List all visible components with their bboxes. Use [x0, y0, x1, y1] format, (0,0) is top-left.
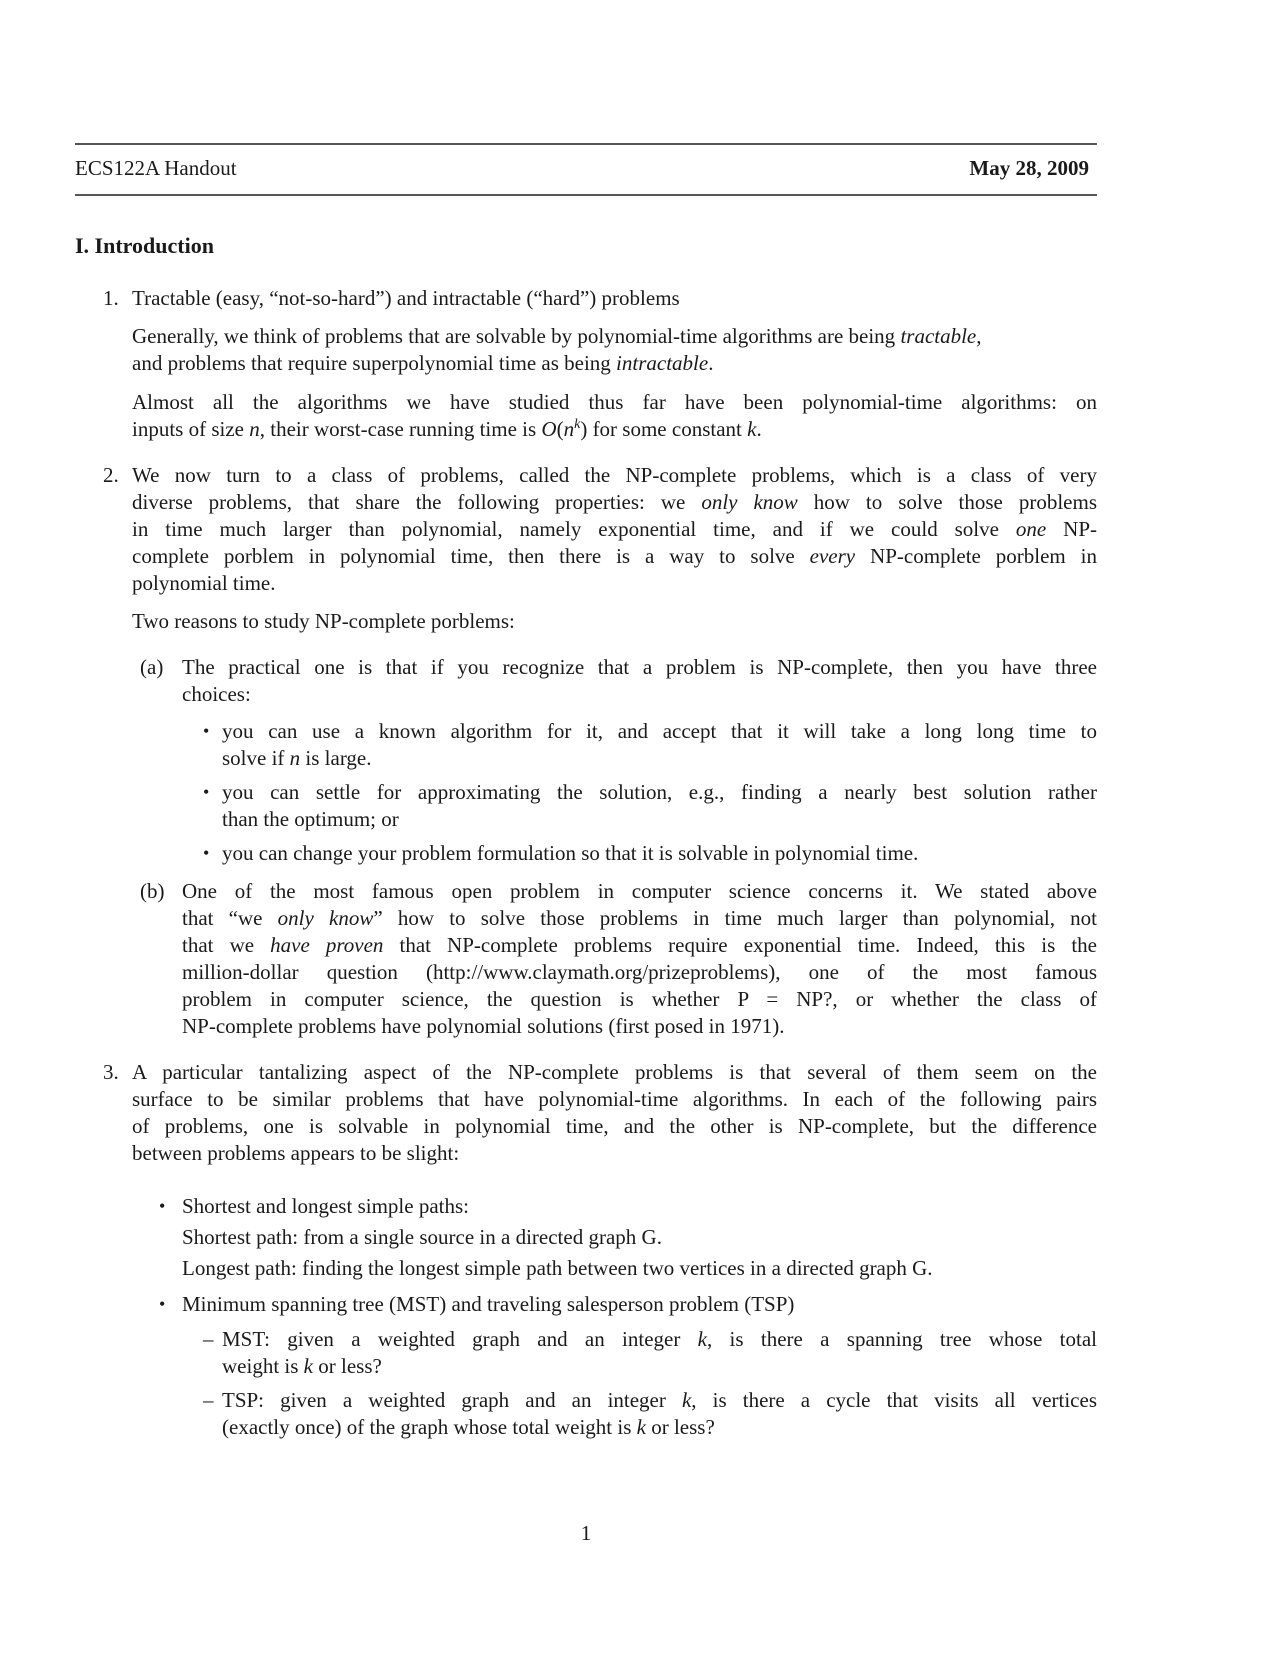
- item-2a-bullet-2-line-1: you can settle for approximating the solution, e.g., finding a nearly best solution rather: [222, 780, 1097, 804]
- bullet-dot: •: [203, 721, 210, 741]
- item-3-tsp-line-1: TSP: given a weighted graph and an integer k, is there a cycle that visits all vertices: [222, 1388, 1097, 1412]
- bullet-dot: •: [159, 1294, 166, 1314]
- item-3-bullet-1-title: Shortest and longest simple paths:: [182, 1194, 469, 1218]
- item-3-bullet-1-line-2: Shortest path: from a single source in a directed graph G.: [182, 1225, 662, 1249]
- item-3-bullet-2-title: Minimum spanning tree (MST) and traveling salesperson problem (TSP): [182, 1292, 795, 1316]
- item-1-paragraph-2: Almost all the algorithms we have studied thus far have been polynomial-time algorithms: on: [132, 390, 1097, 414]
- header-top-rule: [75, 143, 1097, 145]
- item-3-mst-line-2: weight is k or less?: [222, 1354, 382, 1378]
- bullet-dot: •: [159, 1196, 166, 1216]
- item-2-line-2: diverse problems, that share the following properties: we only know how to solve those problems: [132, 490, 1098, 514]
- document-page: [75, 0, 1097, 1656]
- item-2b-line-1: One of the most famous open problem in computer science concerns it. We stated above: [182, 879, 1097, 903]
- item-1-number: 1.: [103, 286, 119, 310]
- item-3-line-4: between problems appears to be slight:: [132, 1141, 460, 1165]
- item-2-number: 2.: [103, 463, 119, 487]
- item-1-paragraph-2-line-2: inputs of size n, their worst-case running time is $O(n^k)$ for some constant k.: [132, 417, 762, 441]
- item-2a-bullet-3: you can change your problem formulation so that it is solvable in polynomial time.: [222, 841, 919, 865]
- item-2-line-5: polynomial time.: [132, 571, 276, 595]
- bullet-dot: •: [203, 843, 210, 863]
- item-2b-line-3: that we have proven that NP-complete problems require exponential time. Indeed, this is the: [182, 933, 1098, 957]
- item-2b-line-5: problem in computer science, the question is whether P = NP?, or whether the class of: [182, 987, 1097, 1011]
- page-number: 1: [580, 1521, 592, 1545]
- item-3-number: 3.: [103, 1060, 119, 1084]
- header-bottom-rule: [75, 194, 1097, 196]
- item-2-reasons-intro: Two reasons to study NP-complete porblems:: [132, 609, 515, 633]
- header-course: ECS122A Handout: [75, 156, 237, 180]
- item-2b-line-6: NP-complete problems have polynomial solutions (first posed in 1971).: [182, 1014, 785, 1038]
- item-1-paragraph-1: Generally, we think of problems that are solvable by polynomial-time algorithms are being tractable,: [132, 324, 982, 348]
- item-3-line-2: surface to be similar problems that have polynomial-time algorithms. In each of the following pairs: [132, 1087, 1097, 1111]
- item-2a-line-2: choices:: [182, 682, 251, 706]
- header-date: May 28, 2009: [969, 156, 1089, 180]
- item-2-line-1: We now turn to a class of problems, called the NP-complete problems, which is a class of very: [132, 463, 1097, 487]
- item-2a-line-1: The practical one is that if you recognize that a problem is NP-complete, then you have three: [182, 655, 1097, 679]
- item-1-heading: Tractable (easy, “not-so-hard”) and intractable (“hard”) problems: [132, 286, 680, 310]
- item-2a-label: (a): [140, 655, 164, 679]
- item-1-paragraph-1-line-2: and problems that require superpolynomial time as being intractable.: [132, 351, 714, 375]
- item-3-bullet-1-line-3: Longest path: finding the longest simple path between two vertices in a directed graph G.: [182, 1256, 933, 1280]
- item-2a-bullet-2-line-2: than the optimum; or: [222, 807, 399, 831]
- item-3-tsp-line-2: (exactly once) of the graph whose total weight is k or less?: [222, 1415, 715, 1439]
- item-3-line-1: A particular tantalizing aspect of the NP-complete problems is that several of them seem on the: [132, 1060, 1097, 1084]
- item-2b-line-4: million-dollar question (http://www.claymath.org/prizeproblems), one of the most famous: [182, 960, 1097, 984]
- section-title: I. Introduction: [75, 233, 214, 258]
- item-2b-line-2: that “we only know” how to solve those problems in time much larger than polynomial, not: [182, 906, 1097, 930]
- item-2-line-3: in time much larger than polynomial, namely exponential time, and if we could solve one NP-: [132, 517, 1097, 541]
- dash-marker: –: [203, 1327, 214, 1351]
- item-2-line-4: complete porblem in polynomial time, then there is a way to solve every NP-complete porblem in: [132, 544, 1098, 568]
- item-2b-label: (b): [140, 879, 165, 903]
- item-3-mst-line-1: MST: given a weighted graph and an integer k, is there a spanning tree whose total: [222, 1327, 1097, 1351]
- item-3-line-3: of problems, one is solvable in polynomial time, and the other is NP-complete, but the difference: [132, 1114, 1097, 1138]
- item-2a-bullet-1-line-1: you can use a known algorithm for it, and accept that it will take a long long time to: [222, 719, 1097, 743]
- dash-marker: –: [203, 1388, 214, 1412]
- bullet-dot: •: [203, 782, 210, 802]
- item-2a-bullet-1-line-2: solve if n is large.: [222, 746, 372, 770]
